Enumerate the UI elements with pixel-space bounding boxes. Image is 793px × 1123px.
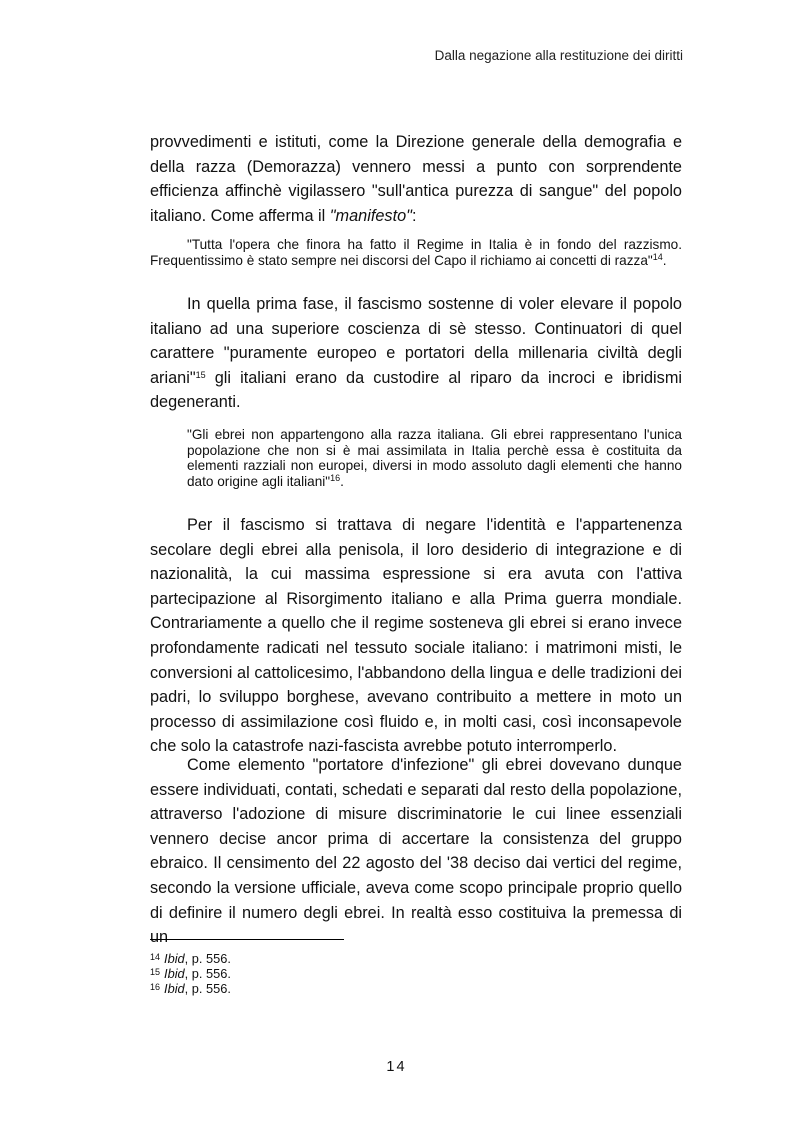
quote-1: "Tutta l'opera che finora ha fatto il Regime in Italia è in fondo del razzismo. Frequentissimo è stato sempre nei discorsi del Capo il richiamo ai concetti di razza"$^{14}$. [150,237,682,268]
paragraph-2 [150,292,682,415]
running-header: Dalla negazione alla restituzione dei diritti [434,48,683,63]
paragraph-1-text: provvedimenti e istituti, come la Direzione generale della demografia e della razza (Demorazza) vennero messi a punto con sorprendente efficienza affinchè vigilassero "sull'antica purezza di sangue" del popolo italiano. Come afferma il [150,133,682,225]
paragraph-1: provvedimenti e istituti, come la Direzione generale della demografia e della razza (Demorazza) vennero messi a punto con sorprendente efficienza affinchè vigilassero "sull'antica purezza di sangue" del popolo italiano. Come afferma il "manifesto": [150,133,682,225]
footnote-ref-16: 16 [330,472,341,483]
paragraph-3 [150,513,682,759]
paragraph-2-text-a: In quella prima fase, il fascismo sostenne di voler elevare il popolo italiano ad una superiore coscienza di sè stesso. Continuatori di quel carattere "puramente europeo e portatori della millenaria civiltà degli ariani" [150,295,682,387]
paragraph-2-text-b: gli italiani erano da custodire al riparo da incroci e ibridismi degeneranti. [150,368,682,412]
footnote-ref-15: 15 [195,369,206,380]
quote-2: "Gli ebrei non appartengono alla razza italiana. Gli ebrei rappresentano l'unica popolazione che non si è mai assimilata in Italia perchè essa è costituita da elementi razziali non europei, diversi in modo assoluto dagli elementi che hanno dato origine agli italiani"$^{16}$. [187,427,682,489]
manifesto-italic: "manifesto" [329,206,412,225]
paragraph-3-text: Per il fascismo si trattava di negare l'identità e l'appartenenza secolare degli ebrei alla penisola, il loro desiderio di integrazione e di nazionalità, la cui massima espressione si era avuta con l'attiva partecipazione al Risorgimento italiano e alla Prima guerra mondiale. Contrariamente a quello che il regime sosteneva gli ebrei si erano invece profondamente radicati nel tessuto sociale italiano: i matrimoni misti, le conversioni al cattolicesimo, l'abbandono della lingua e delle tradizioni dei padri, lo sviluppo borghese, avevano contribuito a mettere in moto un processo di assimilazione così fluido e, in molti casi, così inconsapevole che solo la catastrofe nazi-fascista avrebbe potuto interromperlo. [150,516,682,756]
paragraph-4-text: Come elemento "portatore d'infezione" gli ebrei dovevano dunque essere individuati, contati, schedati e separati dal resto della popolazione, attraverso l'adozione di misure discriminatorie le cui linee essenziali vennero decise ancor prima di accertare la consistenza del gruppo ebraico. Il censimento del 22 agosto del '38 deciso dai vertici del regime, secondo la versione ufficiale, aveva come scopo principale proprio quello di definire il numero degli ebrei. In realtà esso costituiva la premessa di un [150,756,682,947]
paragraph-4 [150,753,682,950]
footnote-ref-14: 14 [652,251,663,262]
page-number: 14 [386,1059,407,1075]
quote-2-text: "Gli ebrei non appartengono alla razza italiana. Gli ebrei rappresentano l'unica popolazione che non si è mai assimilata in Italia perchè essa è costituita da elementi razziali non europei, diversi in modo assoluto dagli elementi che hanno dato origine agli italiani" [187,427,682,489]
footnote-16: $^{16}$ Ibid, p. 556. [150,981,231,996]
footnote-divider [150,939,344,940]
footnote-15: $^{15}$ Ibid, p. 556. [150,966,231,981]
quote-1-text: "Tutta l'opera che finora ha fatto il Regime in Italia è in fondo del razzismo. Frequentissimo è stato sempre nei discorsi del Capo il richiamo ai concetti di razza" [150,237,682,268]
footnote-14: $^{14}$ Ibid, p. 556. [150,951,231,966]
